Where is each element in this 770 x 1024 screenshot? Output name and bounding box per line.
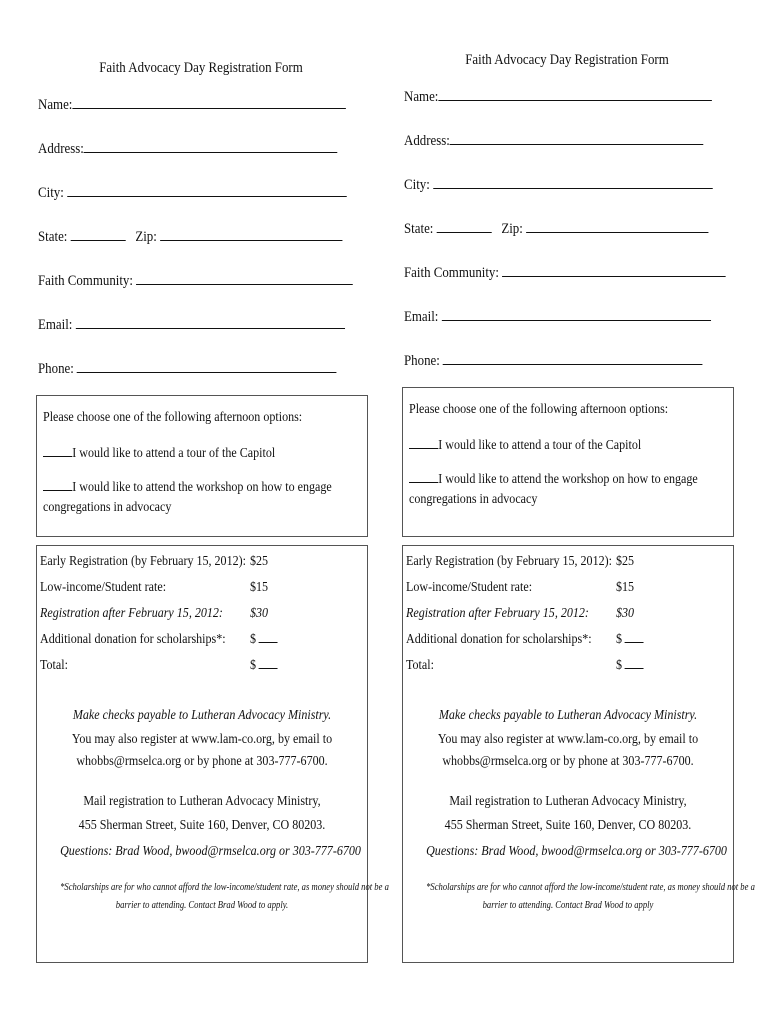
email-field[interactable]: Email:	[38, 316, 345, 334]
scholarship-note-line2: barrier to attending. Contact Brad Wood to apply.	[115, 900, 289, 911]
option-workshop-line2: congregations in advocacy	[43, 500, 172, 515]
options-heading: Please choose one of the following afternoon options:	[43, 410, 303, 425]
register-online-line1: You may also register at www.lam-co.org, by email to	[437, 732, 699, 747]
form-title: Faith Advocacy Day Registration Form	[99, 60, 303, 76]
faith-community-field[interactable]: Faith Community:	[38, 272, 353, 290]
address-field[interactable]: Address:	[38, 140, 338, 158]
option-workshop[interactable]: I would like to attend the workshop on how to engage	[43, 478, 332, 496]
fees-box: Early Registration (by February 15, 2012): $25 Low-income/Student rate: $15 Registration after February 15, 2012: $30 Additional donation for scholarships*: $ Total: $ Make checks payable to Lutheran Advocacy Ministry. You may also register at www.lam-co.org, by email to whobbs@rmselca.org or by phone at 303-777-6700. Mail registration to Lutheran Advocacy Ministry, 455 Sherman Street, Suite 160, Denver, CO 80203. Questions: Brad Wood, bwood@rmselca.org or 303-777-6700 *Scholarships are for who cannot afford the low-income/student rate, as money should not be a barrier to attending. Contact Brad Wood to apply.	[36, 545, 368, 963]
option-workshop-line2: congregations in advocacy	[409, 492, 538, 507]
mail-line2: 455 Sherman Street, Suite 160, Denver, CO 80203.	[444, 818, 692, 833]
city-field[interactable]: City:	[38, 184, 347, 202]
questions-text: Questions: Brad Wood, bwood@rmselca.org or 303-777-6700	[426, 844, 727, 859]
mail-line1: Mail registration to Lutheran Advocacy Ministry,	[83, 794, 321, 809]
questions-text: Questions: Brad Wood, bwood@rmselca.org or 303-777-6700	[60, 844, 361, 859]
address-field[interactable]: Address:	[404, 132, 704, 150]
city-field[interactable]: City:	[404, 176, 713, 194]
register-online-line2: whobbs@rmselca.org or by phone at 303-777-6700.	[442, 754, 694, 769]
afternoon-options-box	[402, 387, 734, 537]
register-online-line1: You may also register at www.lam-co.org, by email to	[71, 732, 333, 747]
register-online-line2: whobbs@rmselca.org or by phone at 303-777-6700.	[76, 754, 328, 769]
scholarship-note-line2: barrier to attending. Contact Brad Wood to apply	[482, 900, 654, 911]
name-field[interactable]: Name:	[38, 96, 346, 114]
phone-field[interactable]: Phone:	[404, 352, 703, 370]
form-title: Faith Advocacy Day Registration Form	[465, 52, 669, 68]
checks-payable-text: Make checks payable to Lutheran Advocacy Ministry.	[72, 708, 332, 723]
state-zip-field[interactable]: State: Zip:	[38, 228, 342, 246]
options-heading: Please choose one of the following afternoon options:	[409, 402, 669, 417]
checks-payable-text: Make checks payable to Lutheran Advocacy Ministry.	[438, 708, 698, 723]
scholarship-note-line1: *Scholarships are for who cannot afford the low-income/student rate, as money should not be a	[60, 882, 389, 893]
scholarship-note-line1: *Scholarships are for who cannot afford the low-income/student rate, as money should not be a	[426, 882, 755, 893]
fees-box: Early Registration (by February 15, 2012): $25 Low-income/Student rate: $15 Registration after February 15, 2012: $30 Additional donation for scholarships*: $ Total: $ Make checks payable to Lutheran Advocacy Ministry. You may also register at www.lam-co.org, by email to whobbs@rmselca.org or by phone at 303-777-6700. Mail registration to Lutheran Advocacy Ministry, 455 Sherman Street, Suite 160, Denver, CO 80203. Questions: Brad Wood, bwood@rmselca.org or 303-777-6700 *Scholarships are for who cannot afford the low-income/student rate, as money should not be a barrier to attending. Contact Brad Wood to apply	[402, 545, 734, 963]
mail-line1: Mail registration to Lutheran Advocacy Ministry,	[449, 794, 687, 809]
mail-line2: 455 Sherman Street, Suite 160, Denver, CO 80203.	[78, 818, 326, 833]
option-workshop[interactable]: I would like to attend the workshop on how to engage	[409, 470, 698, 488]
option-tour[interactable]: I would like to attend a tour of the Capitol	[43, 444, 275, 462]
phone-field[interactable]: Phone:	[38, 360, 337, 378]
option-tour[interactable]: I would like to attend a tour of the Capitol	[409, 436, 641, 454]
afternoon-options-box	[36, 395, 368, 537]
name-field[interactable]: Name:	[404, 88, 712, 106]
email-field[interactable]: Email:	[404, 308, 711, 326]
faith-community-field[interactable]: Faith Community:	[404, 264, 726, 282]
state-zip-field[interactable]: State: Zip:	[404, 220, 708, 238]
